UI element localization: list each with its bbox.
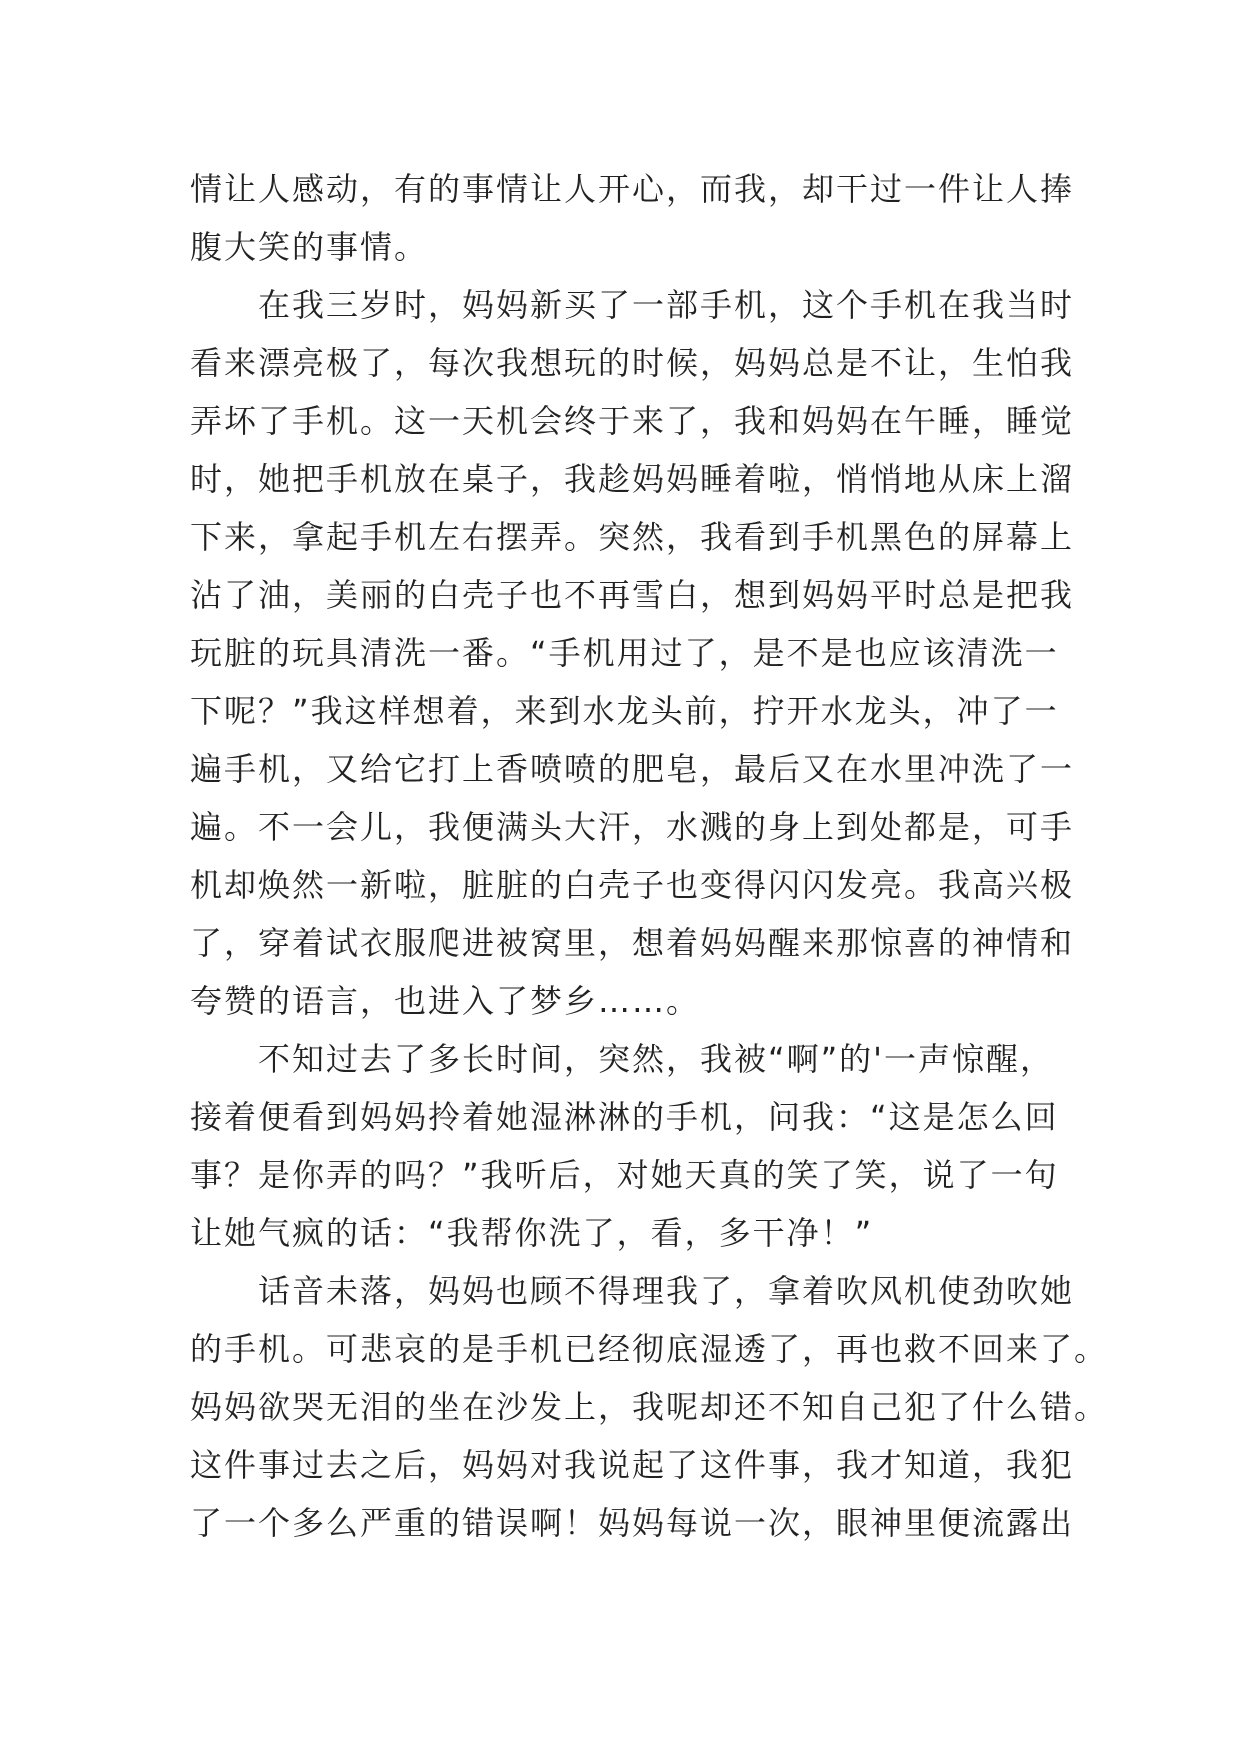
text-line: 接着便看到妈妈拎着她湿淋淋的手机，问我：“这是怎么回 xyxy=(190,1098,1059,1136)
text-line: 情让人感动，有的事情让人开心，而我，却干过一件让人捧 xyxy=(190,170,1075,208)
text-line: 让她气疯的话：“我帮你洗了，看，多干净！” xyxy=(190,1214,874,1252)
text-line: 妈妈欲哭无泪的坐在沙发上，我呢却还不知自己犯了什么错。 xyxy=(190,1388,1109,1426)
text-line: 下来，拿起手机左右摆弄。突然，我看到手机黑色的屏幕上 xyxy=(190,518,1075,556)
text-line: 这件事过去之后，妈妈对我说起了这件事，我才知道，我犯 xyxy=(190,1446,1075,1484)
text-line: 时，她把手机放在桌子，我趁妈妈睡着啦，悄悄地从床上溜 xyxy=(190,460,1075,498)
text-line: 遍。不一会儿，我便满头大汗，水溅的身上到处都是，可手 xyxy=(190,808,1075,846)
text-line: 玩脏的玩具清洗一番。“手机用过了，是不是也应该清洗一 xyxy=(190,634,1059,672)
text-line: 看来漂亮极了，每次我想玩的时候，妈妈总是不让，生怕我 xyxy=(190,344,1075,382)
text-line: 弄坏了手机。这一天机会终于来了，我和妈妈在午睡，睡觉 xyxy=(190,402,1075,440)
text-line: 腹大笑的事情。 xyxy=(190,228,429,266)
text-line: 了，穿着试衣服爬进被窝里，想着妈妈醒来那惊喜的神情和 xyxy=(190,924,1075,962)
text-line: 下呢？”我这样想着，来到水龙头前，拧开水龙头，冲了一 xyxy=(190,692,1059,730)
text-line: 事？是你弄的吗？”我听后，对她天真的笑了笑，说了一句 xyxy=(190,1156,1059,1194)
text-line: 的手机。可悲哀的是手机已经彻底湿透了，再也救不回来了。 xyxy=(190,1330,1109,1368)
text-line: 遍手机，又给它打上香喷喷的肥皂，最后又在水里冲洗了一 xyxy=(190,750,1075,788)
text-line: 机却焕然一新啦，脏脏的白壳子也变得闪闪发亮。我高兴极 xyxy=(190,866,1075,904)
body-text xyxy=(190,160,1109,1552)
paragraph-start-line: 不知过去了多长时间，突然，我被“啊”的'一声惊醒， xyxy=(258,1040,1054,1078)
text-line: 沾了油，美丽的白壳子也不再雪白，想到妈妈平时总是把我 xyxy=(190,576,1075,614)
text-line: 夸赞的语言，也进入了梦乡……。 xyxy=(190,982,701,1020)
paragraph-start-line: 在我三岁时，妈妈新买了一部手机，这个手机在我当时 xyxy=(258,286,1075,324)
text-line: 了一个多么严重的错误啊！妈妈每说一次，眼神里便流露出 xyxy=(190,1504,1075,1542)
paragraph-start-line: 话音未落，妈妈也顾不得理我了，拿着吹风机使劲吹她 xyxy=(258,1272,1075,1310)
